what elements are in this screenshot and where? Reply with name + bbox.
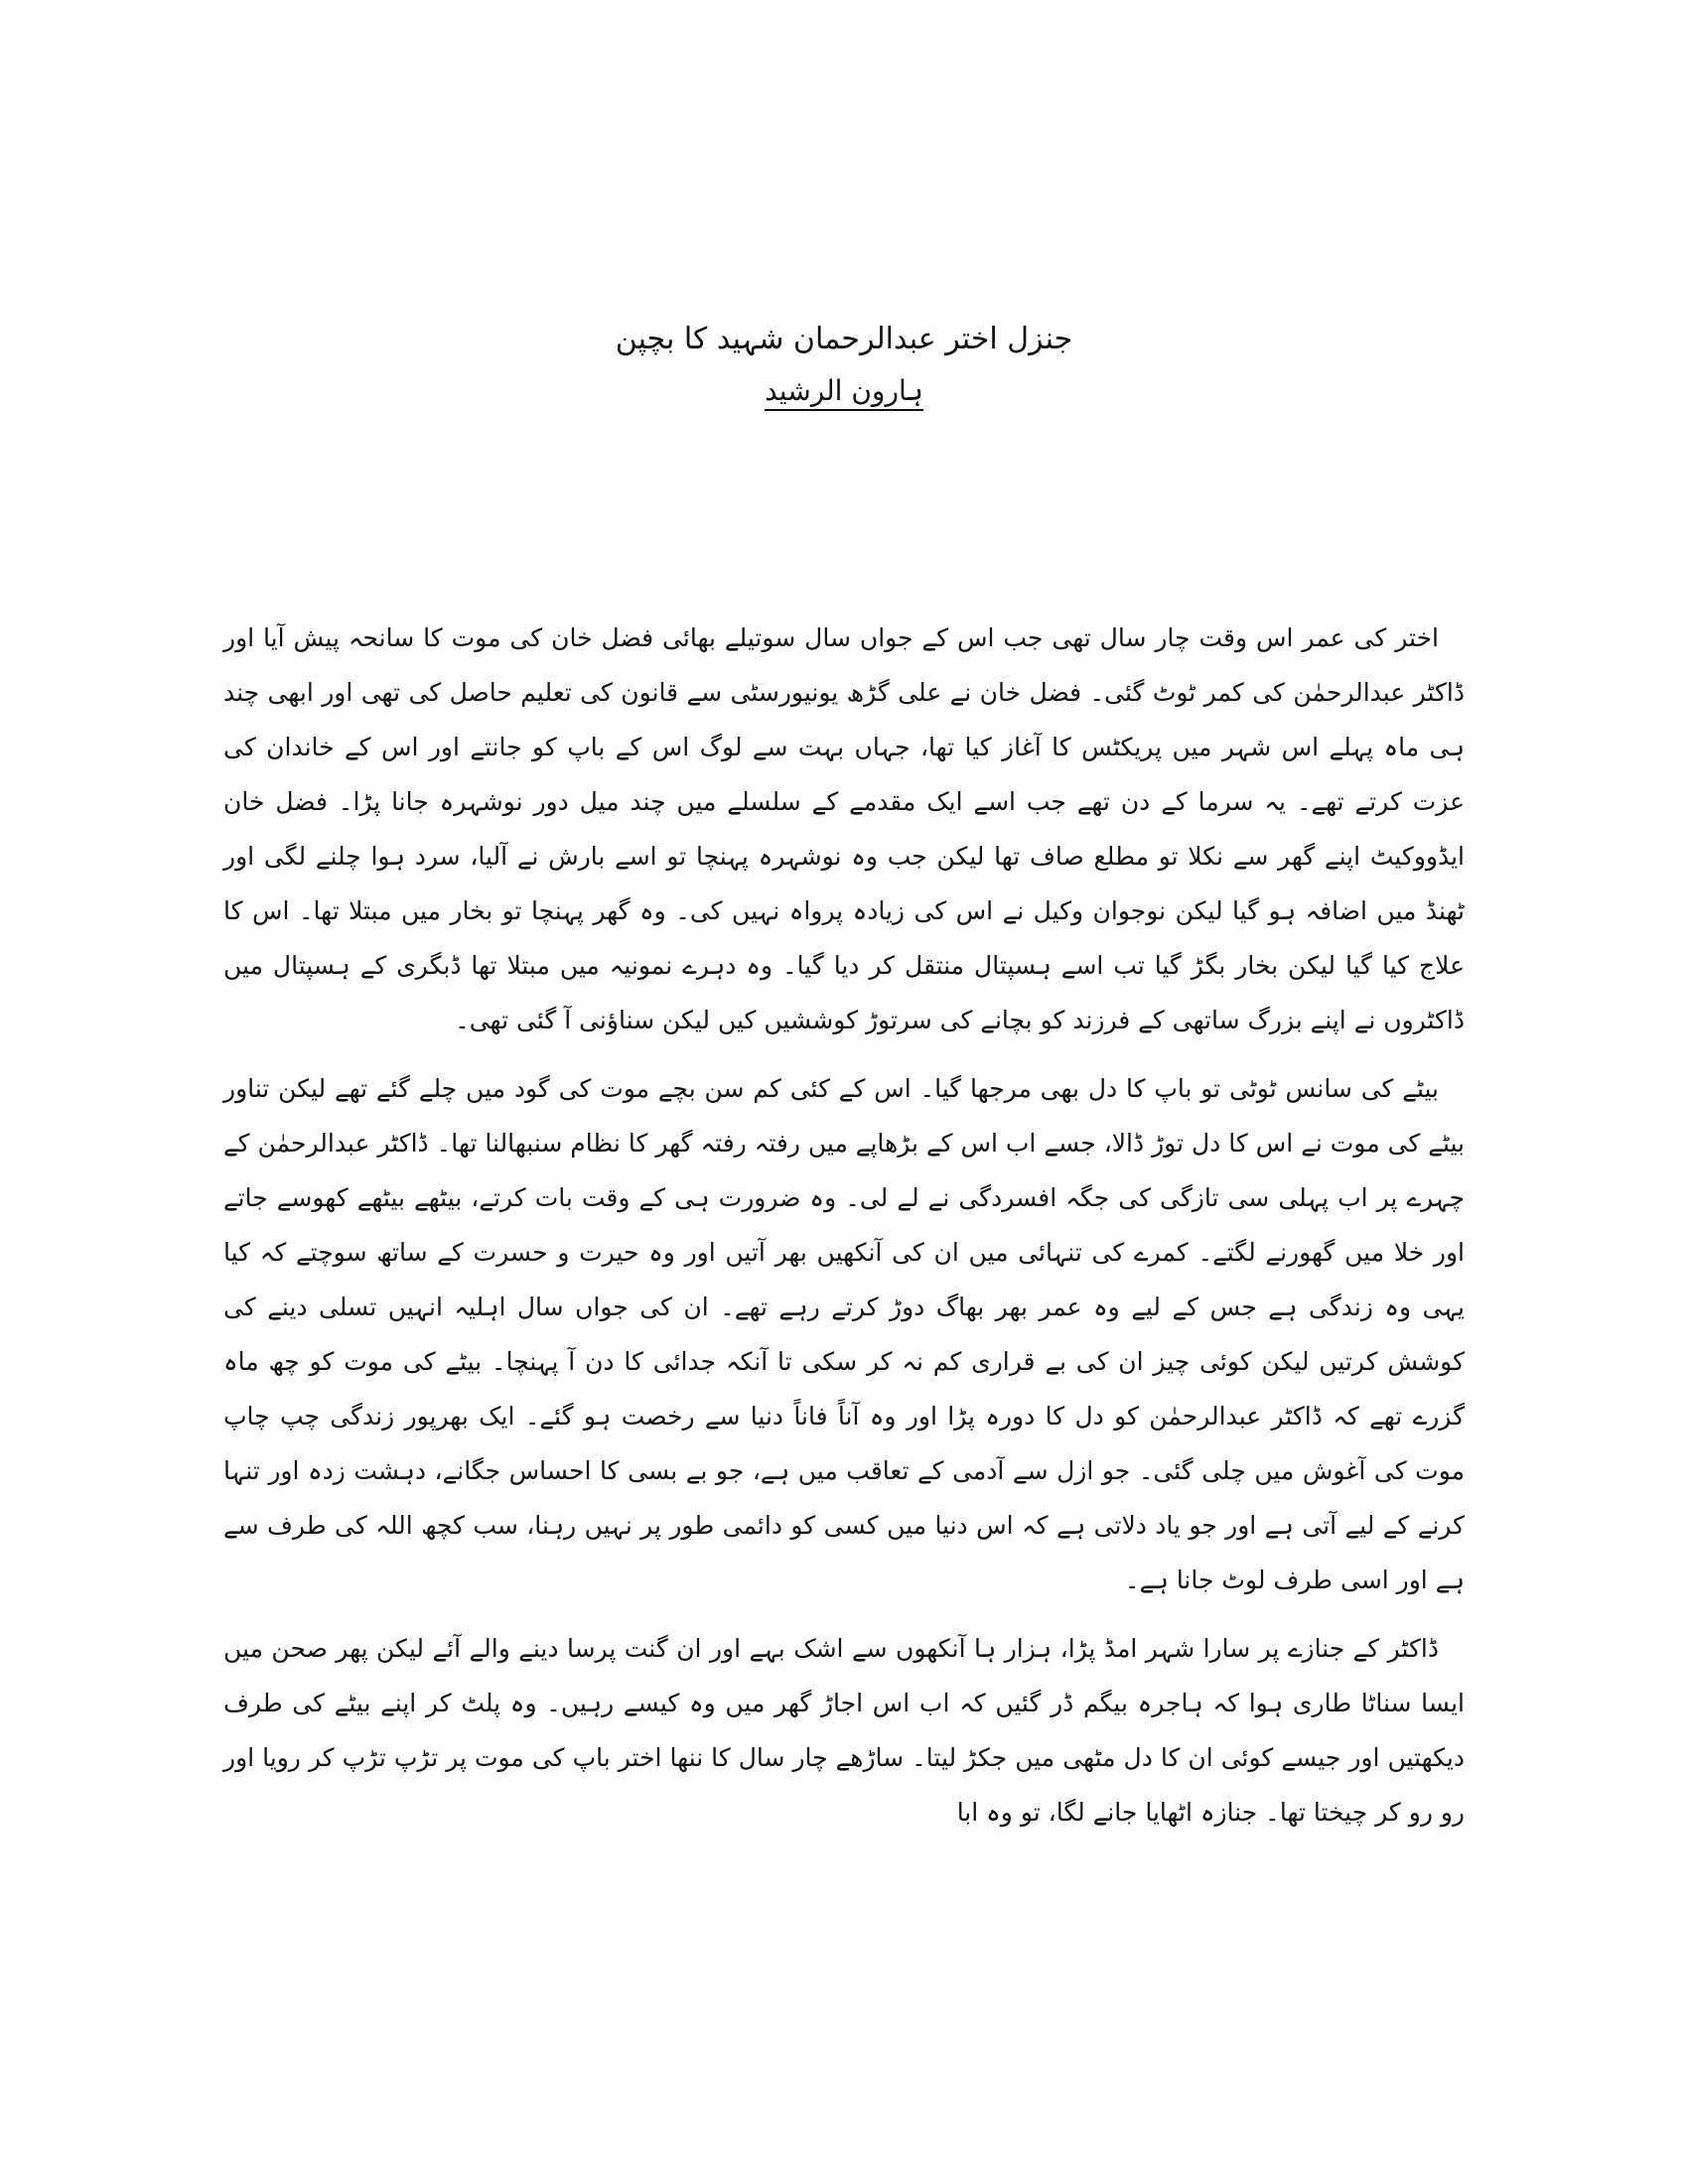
paragraph-3: ڈاکٹر کے جنازے پر سارا شہر امڈ پڑا، ہزار ہا آنکھوں سے اشک بہے اور ان گنت پرسا دینے والے آئے لیکن پھر صحن میں ایسا سناٹا طاری ہوا کہ ہاجرہ بیگم ڈر گئیں کہ اب اس اجاڑ گھر میں وہ کیسے رہیں۔ وہ پلٹ کر اپنے بیٹے کی طرف دیکھتیں اور جیسے کوئی ان کا دل مٹھی میں جکڑ لیتا۔ ساڑھے چار سال کا ننھا اختر باپ کی موت پر تڑپ تڑپ کر رویا اور رو رو کر چیختا تھا۔ جنازہ اٹھایا جانے لگا، تو وہ ابا [223,1634,1465,1827]
document-body [223,611,1465,1853]
paragraph-2: بیٹے کی سانس ٹوٹی تو باپ کا دل بھی مرجھا گیا۔ اس کے کئی کم سن بچے موت کی گود میں چلے گئے تھے لیکن تناور بیٹے کی موت نے اس کا دل توڑ ڈالا، جسے اب اس کے بڑھاپے میں رفتہ رفتہ گھر کا نظام سنبھالنا تھا۔ ڈاکٹر عبدالرحمٰن کے چہرے پر اب پہلی سی تازگی کی جگہ افسردگی نے لے لی۔ وہ ضرورت ہی کے وقت بات کرتے، بیٹھے بیٹھے کھوسے جاتے اور خلا میں گھورنے لگتے۔ کمرے کی تنہائی میں ان کی آنکھیں بھر آتیں اور وہ حیرت و حسرت کے ساتھ سوچتے کہ کیا یہی وہ زندگی ہے جس کے لیے وہ عمر بھر بھاگ دوڑ کرتے رہے تھے۔ ان کی جواں سال اہلیہ انہیں تسلی دینے کی کوشش کرتیں لیکن کوئی چیز ان کی بے قراری کم نہ کر سکی تا آنکہ جدائی کا دن آ پہنچا۔ بیٹے کی موت کو چھ ماہ گزرے تھے کہ ڈاکٹر عبدالرحمٰن کو دل کا دورہ پڑا اور وہ آناً فاناً دنیا سے رخصت ہو گئے۔ ایک بھرپور زندگی چپ چاپ موت کی آغوش میں چلی گئی۔ جو ازل سے آدمی کے تعاقب میں ہے، جو بے بسی کا احساس جگانے، دہشت زدہ اور تنہا کرنے کے لیے آتی ہے اور جو یاد دلاتی ہے کہ اس دنیا میں کسی کو دائمی طور پر نہیں رہنا، سب کچھ اللہ کی طرف سے ہے اور اسی طرف لوٹ جانا ہے۔ [223,1074,1465,1594]
author-name: ہارون الرشید [765,374,923,411]
document-author [0,369,1688,413]
paragraph-1: اختر کی عمر اس وقت چار سال تھی جب اس کے جواں سال سوتیلے بھائی فضل خان کی موت کا سانحہ پیش آیا اور ڈاکٹر عبدالرحمٰن کی کمر ٹوٹ گئی۔ فضل خان نے علی گڑھ یونیورسٹی سے قانون کی تعلیم حاصل کی تھی اور ابھی چند ہی ماہ پہلے اس شہر میں پریکٹس کا آغاز کیا تھا، جہاں بہت سے لوگ اس کے باپ کو جانتے اور اس کے خاندان کی عزت کرتے تھے۔ یہ سرما کے دن تھے جب اسے ایک مقدمے کے سلسلے میں چند میل دور نوشہرہ جانا پڑا۔ فضل خان ایڈووکیٹ اپنے گھر سے نکلا تو مطلع صاف تھا لیکن جب وہ نوشہرہ پہنچا تو اسے بارش نے آلیا، سرد ہوا چلنے لگی اور ٹھنڈ میں اضافہ ہو گیا لیکن نوجوان وکیل نے اس کی زیادہ پرواہ نہیں کی۔ وہ گھر پہنچا تو بخار میں مبتلا تھا۔ اس کا علاج کیا گیا لیکن بخار بگڑ گیا تب اسے ہسپتال منتقل کر دیا گیا۔ وہ دہرے نمونیہ میں مبتلا تھا ڈبگری کے ہسپتال میں ڈاکٹروں نے اپنے بزرگ ساتھی کے فرزند کو بچانے کی سرتوڑ کوششیں کیں لیکن سناؤنی آ گئی تھی۔ [223,623,1465,1034]
document-title: جنزل اختر عبدالرحمان شہید کا بچپن [615,322,1073,356]
